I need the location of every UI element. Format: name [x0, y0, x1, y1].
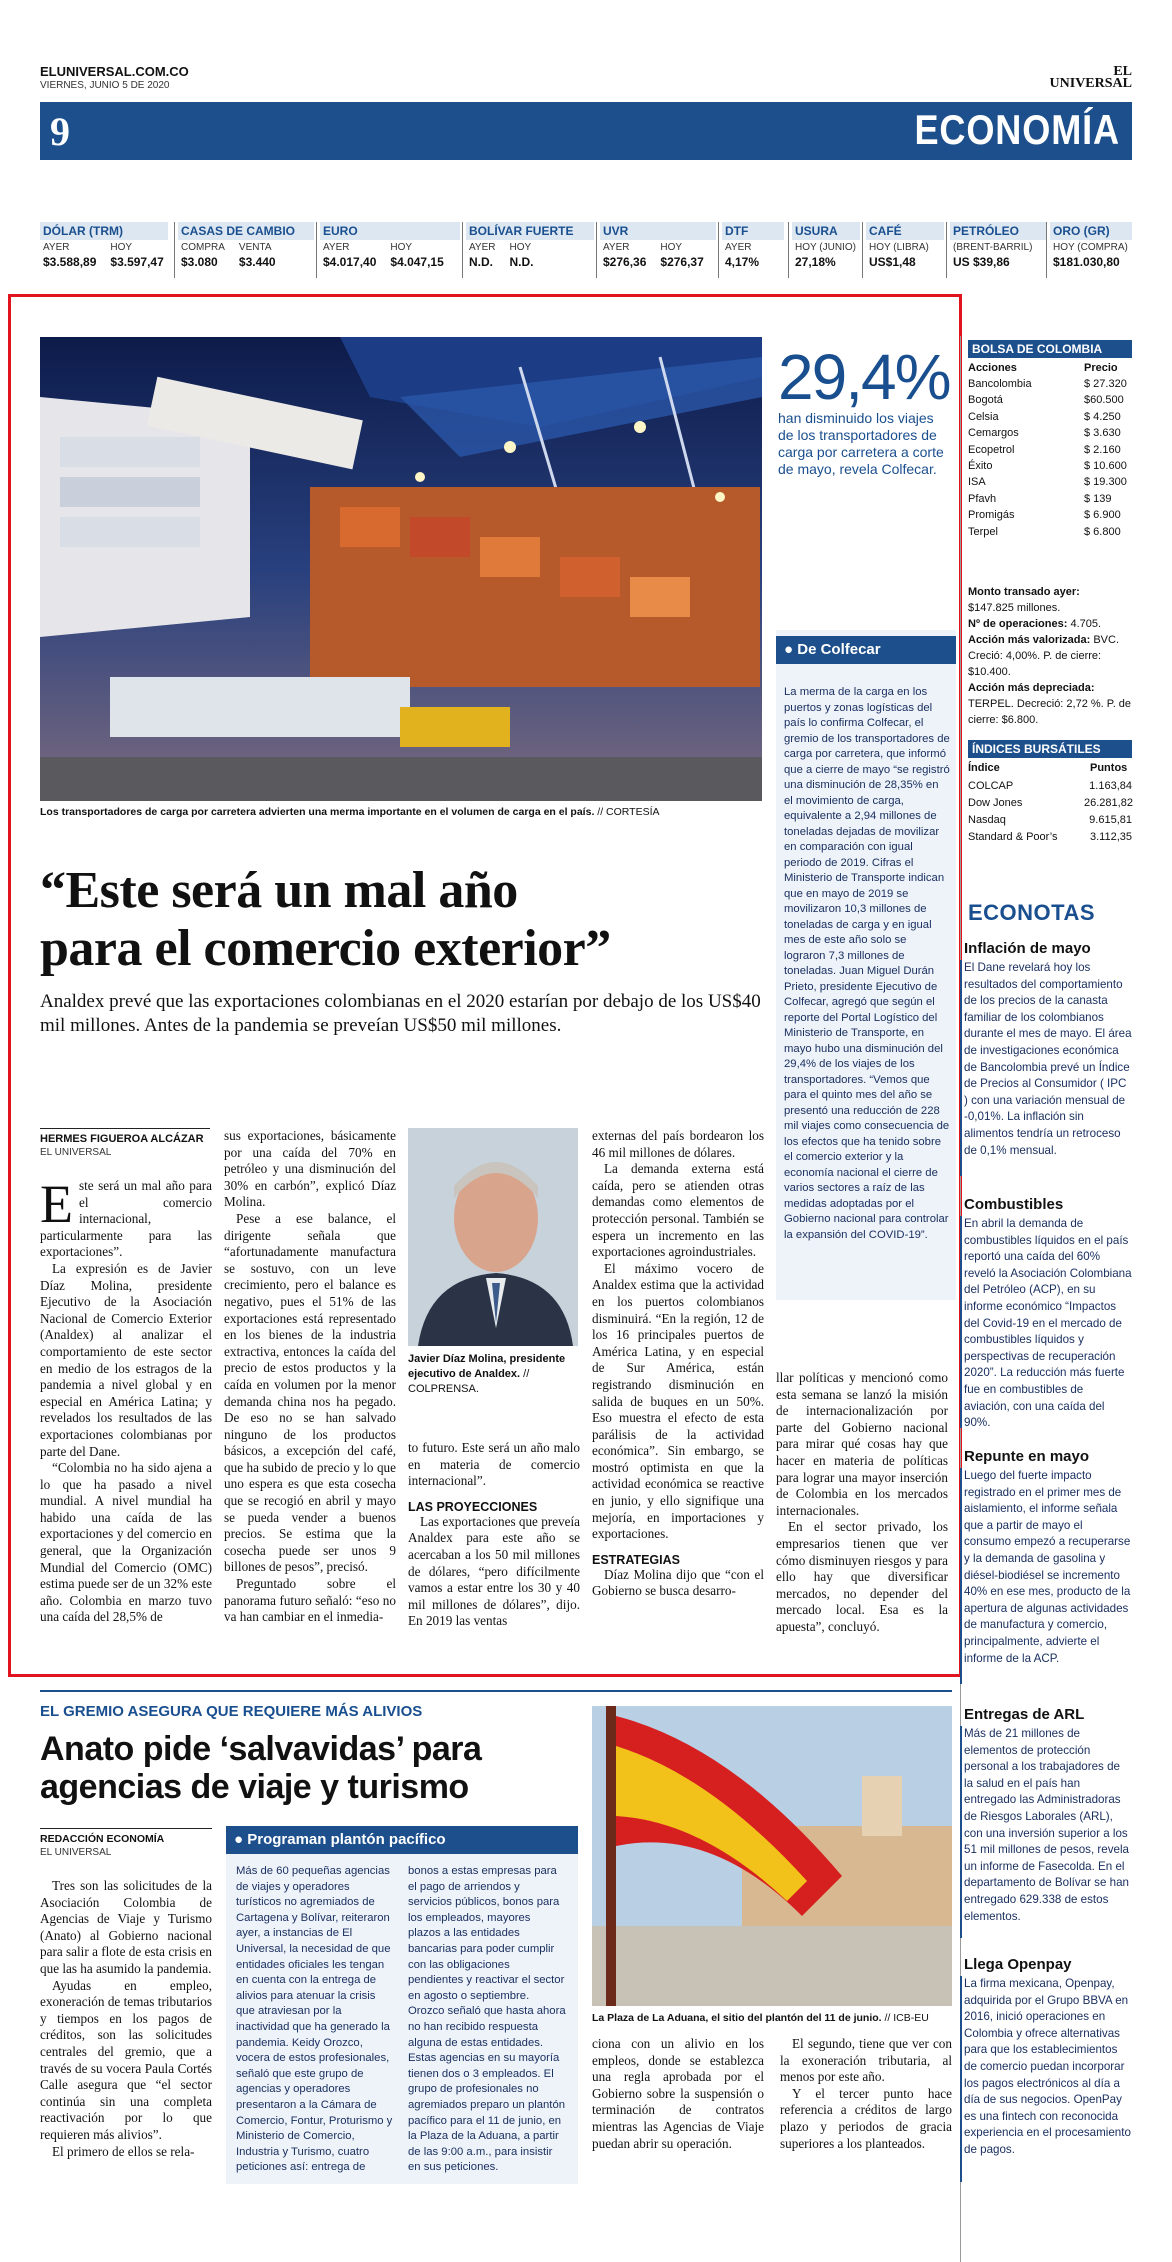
paragraph: Pese a ese balance, el dirigente señala que “afortunadamente manufactura se sostuvo, con un leve crecimiento, pero el balance es negativo, pues el 51% de las exportaciones está representado en los bienes de la industria extractiva, entonces la caída del precio de estos productos y la caída en volumen por la menor demanda china nos ha pegado. De eso no se han salvado ninguno de los productos básicos, a excepción del café, que ha subido de precio y lo que uno espera es que esta cosecha que se recogió en abril y mayo se pueda vender a buenos precios. Se estima que la cosecha puede ser unos 9 billones de pesos”, precisó. [224, 1210, 396, 1575]
indicator-value: $4.017,40 [323, 255, 377, 269]
article2-headline-line-1: Anato pide ‘salvavidas’ para [40, 1730, 482, 1768]
index-name: Nasdaq [968, 814, 1006, 826]
note-title: Combustibles [964, 1196, 1064, 1213]
indicator-3 [466, 222, 594, 269]
article2-column-3 [592, 2036, 764, 2152]
article-separator [40, 1690, 952, 1692]
column-4 [592, 1128, 764, 1600]
stock-name: ISA [968, 476, 986, 489]
photo2-credit: // ICB-EU [884, 2012, 929, 2024]
stock-name: Terpel [968, 525, 998, 538]
indicator-divider [946, 222, 947, 278]
colfecar-box-title-text: De Colfecar [797, 641, 881, 658]
index-points: 9.615,81 [1089, 814, 1132, 826]
note-body: El Dane revelará hoy los resultados del comportamiento de los precios de la canasta familiar de los colombianos durante el mes de mayo. El área de investigaciones económica de Bancolombia prevé un Índice de Precios al Consumidor ( IPC ) con una variación mensual de -0,01%. La inflación sin alimentos tendría un retroceso de 0,1% mensual. [964, 961, 1132, 1157]
indicator-value: $3.440 [238, 255, 276, 269]
indicator-cell [239, 242, 276, 269]
indicator-7 [866, 222, 944, 269]
lead-paragraph: ste será un mal año para el comercio internacional, particularmente para las exportaciones”. [40, 1178, 212, 1260]
valorizada-value: BVC. Creció: 4,00%. P. de cierre: $10.400. [968, 634, 1120, 678]
index-points: 1.163,84 [1089, 780, 1132, 792]
indicator-title: DTF [722, 222, 784, 240]
indicator-values [792, 240, 860, 269]
ops-label: Nº de operaciones: [968, 618, 1068, 630]
paragraph: llar políticas y mencionó como esta semana se lanzó la misión de internacionalización por parte del Gobierno nacional para mirar qué cosas hay que hacer en materia de políticas para lograr una mayor inserción de Colombia en los mercados internacionales. [776, 1370, 948, 1518]
indicator-label: HOY (LIBRA) [869, 242, 929, 253]
ops-value: 4.705. [1070, 618, 1102, 630]
indicator-divider [788, 222, 789, 278]
stock-price: $ 27.320 [1084, 378, 1127, 390]
planton-box-title [226, 1826, 578, 1854]
subsection-heading: LAS PROYECCIONES [408, 1499, 538, 1514]
note-accent-line [960, 1468, 962, 1684]
byline-name: HERMES FIGUEROA ALCÁZAR [40, 1133, 204, 1145]
headline-line-1: “Este será un mal año [40, 862, 518, 919]
indicator-divider [718, 222, 719, 278]
section-title: ECONOMÍA [914, 106, 1120, 153]
stock-name: Pfavh [968, 492, 997, 505]
indicator-value: N.D. [469, 255, 493, 269]
port-cargo-photo [40, 337, 762, 801]
indicator-title: BOLÍVAR FUERTE [466, 222, 594, 240]
article2-column-1 [40, 1878, 212, 2160]
stock-name: Celsia [968, 410, 999, 423]
indicator-cell [43, 242, 96, 269]
note-accent-line [960, 1216, 962, 1428]
plaza-aduana-photo [592, 1706, 952, 2006]
stock-price: $ 19.300 [1084, 476, 1127, 489]
article2-kicker: EL GREMIO ASEGURA QUE REQUIERE MÁS ALIVIOS [40, 1703, 423, 1720]
paragraph: ciona con un alivio en los empleos, donde se establezca una regla aprobada por el Gobierno sobre la suspensión o terminación de contratos mientras las Agencias de Viaje puedan abrir su operación. [592, 2036, 764, 2151]
indicator-cell [510, 242, 534, 269]
note-accent-line [960, 1976, 962, 2182]
paragraph: La demanda externa está caída, pero se atienden otras demandas como elementos de protección personal. También se espera un incremento en las exportaciones agroindustriales. [592, 1161, 764, 1260]
indices-col-index: Índice [968, 762, 1000, 774]
planton-box-col-1: Más de 60 pequeñas agencias de viajes y operadores turísticos no agremiados de Cartagena y Bolívar, reiteraron ayer, a instancias de El Universal, la necesidad de que entidades oficiales les tengan en cuenta con la entrega de alivios para atenuar la crisis que atraviesan por la inactividad que ha generado la pandemia. Keidy Orozco, vocera de estos profesionales, señaló que este grupo de agencias y operadores presentaron a la Cámara de Comercio, Fontur, Proturismo y Ministerio de Comercio, Industria y Turismo, cuatro peticiones así: entrega de [236, 1865, 393, 2174]
note-body: Más de 21 millones de elementos de protección personal a los trabajadores de la salud en el país han entregado las Administradoras de Riesgos Laborales (ARL), con una inversión superior a los 51 mil millones de pesos, revela un informe de Fasecolda. En el departamento de Bolívar se han entregado 629.338 de estos elementos. [964, 1727, 1129, 1923]
paragraph: Preguntado sobre el panorama futuro señaló: “eso no va han cambiar en el inmedia- [224, 1576, 396, 1625]
indicator-values [1050, 240, 1132, 269]
indicator-divider [174, 222, 175, 278]
indicator-cell [725, 242, 759, 269]
indicator-values [600, 240, 716, 269]
stock-price: $ 6.800 [1084, 525, 1121, 538]
subsection-heading: ESTRATEGIAS [592, 1552, 680, 1567]
stock-price: $ 2.160 [1084, 443, 1121, 456]
indicator-label: AYER [43, 242, 70, 253]
valorizada-row [968, 632, 1132, 680]
ops-row [968, 616, 1132, 632]
stat-description: han disminuido los viajes de los transportadores de carga por carretera a corte de mayo, revela Colfecar. [778, 410, 944, 477]
note-body: En abril la demanda de combustibles líquidos en el país reportó una caída del 60% reveló la Asociación Colombiana del Petróleo (ACP), en su informe económico “Impactos del Covid-19 en el mercado de combustibles líquidos y perspectivas de recuperación 2020”. La reducción más fuerte fue en combustibles de aviación, con una caída del 90%. [964, 1217, 1132, 1430]
paragraph: sus exportaciones, básicamente por una caída del 70% en petróleo y una disminución del 30% en carbón”, explicó Díaz Molina. [224, 1128, 396, 1210]
index-points: 26.281,82 [1084, 797, 1133, 809]
note-body: Luego del fuerte impacto registrado en el primer mes de aislamiento, el informe señala que a partir de mayo el consumo empezó a recuperarse y la demanda de gasolina y diésel-biodiésel se incremento 40% en ese mes, producto de la apertura de algunas actividades de manufactura y comercio, principalmente, advierte el informe de la ACP. [964, 1469, 1131, 1665]
note-title: Entregas de ARL [964, 1706, 1085, 1723]
indicator-label: COMPRA [181, 242, 225, 253]
indicator-value: US$1,48 [869, 255, 916, 269]
paragraph: to futuro. Este será un año malo en materia de comercio internacional”. [408, 1440, 580, 1489]
indicator-values [950, 240, 1046, 269]
paragraph: El máximo vocero de Analdex estima que la actividad en los puertos colombianos disminuirá. “En la región, 12 de los 16 principales puertos de América Latina, y en especial de Sur América, están registrando disminución en salida de buques en un 50%. Eso muestra el efecto de esta parálisis de la actividad económica”. Sin embargo, se mostró optimista en que la actividad económica se reactive en junio, y ello signifique una mejoría, en importaciones y exportaciones. [592, 1260, 764, 1542]
indicator-cell [660, 242, 703, 269]
bolsa-col-price: Precio [1084, 362, 1118, 374]
indicator-title: UVR [600, 222, 716, 240]
indicator-value: $4.047,15 [390, 255, 444, 269]
indicator-values [866, 240, 944, 269]
indicator-value: US $39,86 [953, 255, 1010, 269]
indicator-8 [950, 222, 1046, 269]
photo-caption [40, 806, 770, 818]
index-name: COLCAP [968, 780, 1014, 792]
portrait-caption-text: Javier Díaz Molina, presidente ejecutivo de Analdex. [408, 1353, 566, 1380]
paragraph: “Colombia no ha sido ajena a lo que ha pasado a nivel mundial. A nivel mundial ha habido una caída de las exportaciones y del comercio en general, que la Organización Mundial del Comercio (OMC) estima puede ser de un 32% este año. Colombia en marzo tuvo una caída del 28,5% de [40, 1460, 212, 1625]
indicator-5 [722, 222, 784, 269]
drop-cap: E [40, 1174, 73, 1234]
logo-line-1: EL [1113, 64, 1132, 79]
econotas-title: ECONOTAS [968, 900, 1096, 925]
indicator-cell [469, 242, 496, 269]
photo-credit: // CORTESÍA [597, 806, 660, 818]
indicator-label: AYER [603, 242, 630, 253]
planton-box-col-2: bonos a estas empresas para el pago de arriendos y servicios públicos, bonos para los empleados, mayores plazos a las entidades bancarias para poder cumplir con las obligaciones pendientes y reactivar el sector en agosto o septiembre. Orozco señaló que hasta ahora no han recibido respuesta alguna de estas entidades. Estas agencias en su mayoría tienen dos o 3 empleados. El grupo de profesionales no agremiados preparo un plantón pacífico para el 11 de junio, en la Plaza de la Aduana, a partir de las 9:00 a.m., para insistir en sus peticiones. [408, 1865, 566, 2174]
indicator-value: $3.588,89 [43, 255, 97, 269]
issue-date: VIERNES, JUNIO 5 DE 2020 [40, 80, 170, 91]
indicator-cell [953, 242, 1032, 269]
monto-label: Monto transado ayer: [968, 586, 1080, 598]
monto-value: $147.825 millones. [968, 602, 1061, 614]
column-5 [776, 1370, 948, 1636]
photo2-caption [592, 2012, 962, 2024]
indicator-value: $3.597,47 [110, 255, 164, 269]
indicator-divider [862, 222, 863, 278]
article2-headline [40, 1730, 600, 1806]
stat-value: 29,4% [778, 341, 950, 413]
indicator-title: DÓLAR (TRM) [40, 222, 168, 240]
indicator-4 [600, 222, 716, 269]
indicator-value: $276,37 [660, 255, 704, 269]
indices-title: ÍNDICES BURSÁTILES [968, 740, 1132, 758]
indicator-label: AYER [725, 242, 752, 253]
stock-price: $ 10.600 [1084, 460, 1127, 472]
indicator-9 [1050, 222, 1132, 269]
paragraph: externas del país bordearon los 46 mil millones de dólares. [592, 1128, 764, 1160]
indicator-label: VENTA [238, 242, 272, 253]
note-title: Inflación de mayo [964, 940, 1091, 957]
bullet-icon: ● [784, 641, 794, 658]
note-body: La firma mexicana, Openpay, adquirida por el Grupo BBVA en 2016, inició operaciones en Colombia y ofrece alternativas para que los establecimientos de comercio puedan incorporar los pagos electrónicos al día a día de sus negocios. OpenPay es una fintech con reconocida experiencia en el procesamiento de pagos. [964, 1977, 1131, 2156]
stock-name: Bancolombia [968, 378, 1032, 390]
indicator-label: (BRENT-BARRIL) [953, 242, 1033, 253]
column-1 [40, 1174, 212, 1626]
photo-caption-text: Los transportadores de carga por carretera advierten una merma importante en el volumen de carga en el país. [40, 806, 595, 818]
indicator-title: PETRÓLEO [950, 222, 1046, 240]
note-title: Repunte en mayo [964, 1448, 1090, 1465]
indicator-title: USURA [792, 222, 860, 240]
indicator-value: $3.080 [181, 255, 218, 269]
indicator-cell [110, 242, 163, 269]
bolsa-summary [968, 584, 1132, 728]
indicator-title: CASAS DE CAMBIO [178, 222, 314, 240]
portrait-credit: // COLPRENSA. [408, 1368, 530, 1395]
indicator-title: CAFÉ [866, 222, 944, 240]
indicator-cell [1053, 242, 1128, 269]
stock-name: Promigás [968, 509, 1015, 522]
paragraph: Díaz Molina dijo que “con el Gobierno se busca desarro- [592, 1566, 764, 1599]
indicator-0 [40, 222, 168, 269]
bolsa-title: BOLSA DE COLOMBIA [968, 340, 1132, 358]
site-url[interactable]: ELUNIVERSAL.COM.CO [40, 64, 189, 79]
stock-price: $ 3.630 [1084, 427, 1121, 440]
depreciada-label: Acción más depreciada: [968, 682, 1095, 694]
indicator-cell [869, 242, 929, 269]
article2-byline-name: REDACCIÓN ECONOMÍA [40, 1833, 165, 1845]
indicator-values [40, 240, 168, 269]
indicator-label: HOY (COMPRA) [1053, 242, 1128, 253]
subheadline: Analdex prevé que las exportaciones colombianas en el 2020 estarían por debajo de los US$40 mil millones. Antes de la pandemia se preveían US$50 mil millones. [40, 991, 761, 1036]
indicator-values [178, 240, 314, 269]
paragraph: Las exportaciones que preveía Analdex para este año se acercaban a los 50 mil millones de dólares, “pero difícilmente vamos a estar entre los 30 y 40 mil millones de dólares”, dijo. En 2019 las ventas [408, 1513, 581, 1629]
logo-line-2: UNIVERSAL [1049, 76, 1132, 91]
paragraph: Tres son las solicitudes de la Asociación Colombia de Agencias de Viaje y Turismo (Anato) al Gobierno nacional para salir a flote de esta crisis en que las ha asumido la pandemia. [40, 1878, 212, 1976]
stock-name: Bogotá [968, 394, 1003, 407]
article2-byline-org: EL UNIVERSAL [40, 1847, 112, 1858]
indicator-divider [462, 222, 463, 278]
indicator-values [466, 240, 594, 269]
stock-name: Cemargos [968, 427, 1019, 440]
indicator-divider [596, 222, 597, 278]
portrait-caption [408, 1352, 580, 1397]
column-2 [224, 1128, 396, 1626]
indicator-value: $181.030,80 [1053, 255, 1120, 269]
byline-rule [40, 1828, 212, 1829]
index-points: 3.112,35 [1089, 831, 1132, 843]
main-headline [40, 862, 780, 978]
paragraph: El primero de ellos se rela- [52, 2143, 195, 2159]
portrait-photo [408, 1128, 578, 1346]
indicator-cell [390, 242, 443, 269]
indicator-label: HOY [509, 242, 532, 253]
depreciada-value: TERPEL. Decreció: 2,72 %. P. de cierre: $6.800. [968, 698, 1132, 726]
article2-headline-line-2: agencias de viaje y turismo [40, 1768, 469, 1806]
note-accent-line [960, 960, 962, 1176]
article2-column-4 [780, 2036, 952, 2152]
byline-org: EL UNIVERSAL [40, 1147, 112, 1158]
paragraph: Ayudas en empleo, exoneración de temas tributarios y tiempos en los pagos de créditos, son las solicitudes centrales del gremio, que a través de su vocera Paula Cortés Calle asegura que “el sector continúa sin una completa reactivación por lo que requieren más alivios”. [40, 1977, 212, 2142]
stock-price: $ 6.900 [1084, 509, 1121, 522]
headline-line-2: para el comercio exterior” [40, 920, 611, 977]
indicator-title: ORO (GR) [1050, 222, 1132, 240]
indicator-cell [603, 242, 646, 269]
indicator-label: AYER [323, 242, 350, 253]
indicator-values [722, 240, 784, 269]
indicator-label: HOY (JUNIO) [795, 242, 856, 253]
byline-rule [40, 1128, 210, 1129]
economic-indicators [40, 222, 1132, 282]
planton-box [226, 1854, 578, 2184]
newspaper-logo [1050, 66, 1132, 90]
indicator-6 [792, 222, 860, 269]
stock-name: Éxito [968, 460, 993, 472]
plaza-illustration [592, 1706, 952, 2006]
stock-price: $ 139 [1084, 492, 1112, 505]
indicator-divider [316, 222, 317, 278]
colfecar-box-title [776, 636, 956, 664]
bullet-icon: ● [234, 1831, 244, 1848]
indicator-label: HOY [660, 242, 683, 253]
column-3 [408, 1440, 580, 1630]
bolsa-col-action: Acciones [968, 362, 1017, 374]
page-number: 9 [50, 109, 70, 154]
indicator-1 [178, 222, 314, 269]
indicator-value: N.D. [509, 255, 534, 269]
indicator-value: $276,36 [603, 255, 647, 269]
photo2-caption-text: La Plaza de La Aduana, el sitio del plantón del 11 de junio. [592, 2012, 882, 2024]
monto-row [968, 584, 1132, 616]
indicator-label: HOY [110, 242, 133, 253]
port-illustration [40, 337, 762, 801]
indicator-value: 4,17% [725, 255, 760, 269]
stock-price: $ 4.250 [1084, 410, 1121, 423]
stock-price: $60.500 [1084, 394, 1124, 407]
indicator-2 [320, 222, 460, 269]
indicator-label: AYER [469, 242, 496, 253]
portrait-illustration [408, 1128, 578, 1346]
note-title: Llega Openpay [964, 1956, 1072, 1973]
paragraph: En el sector privado, los empresarios tienen que ver cómo disminuyen riesgos y para ello hay que diversificar mercados, no depender del mercado local. Esa es la apuesta”, concluyó. [776, 1519, 948, 1634]
indicator-cell [795, 242, 856, 269]
paragraph: La expresión es de Javier Díaz Molina, presidente Ejecutivo de la Asociación Nacional de Comercio Exterior (Analdex) al analizar el comportamiento de este sector en medio de los estragos de la pandemia a nivel global y en especial en América Latina; y revelados los resultados de las exportaciones colombianas por parte del Dane. [40, 1260, 212, 1459]
colfecar-box-text: La merma de la carga en los puertos y zonas logísticas del país lo confirma Colfecar, el gremio de los transportadores de carga por carretera, que informó que a cierre de mayo “se registró una disminución de 28,35% en el movimiento de carga, equivalente a 2,94 millones de toneladas dejadas de movilizar en comparación con igual periodo de 2019. Cifras el Ministerio de Transporte indican que en mayo de 2019 se movilizaron 10,3 millones de toneladas de carga y en igual mes de este año solo se lograron 7,3 millones de toneladas. Juan Miguel Durán Prieto, presidente Ejecutivo de Colfecar, agregó que según el reporte del Portal Logístico del Ministerio de Transporte, en mayo hubo una disminución del 29,4% de los viajes de los transportadores. “Vemos que para el quinto mes del año se presentó una reducción de 228 mil viajes como consecuencia de los efectos que ha tenido sobre el comercio exterior y la economía nacional el cierre de varios sectores a raíz de las medidas adoptadas por el Gobierno nacional para controlar la expansión del COVID-19”. [784, 686, 950, 1241]
indicator-title: EURO [320, 222, 460, 240]
paragraph: Y el tercer punto hace referencia a créditos de largo plazo y periodos de gracia superiores a los planteados. [780, 2085, 952, 2151]
valorizada-label: Acción más valorizada: [968, 634, 1091, 646]
indicator-label: HOY [390, 242, 413, 253]
indicator-cell [181, 242, 225, 269]
depreciada-row [968, 680, 1132, 728]
note-accent-line [960, 1726, 962, 1938]
indicator-divider [1046, 222, 1047, 278]
paragraph: El segundo, tiene que ver con la exoneración tributaria, al menos por este año. [780, 2036, 952, 2085]
planton-box-title-text: Programan plantón pacífico [247, 1831, 446, 1848]
index-name: Standard & Poor’s [968, 831, 1058, 843]
indicator-cell [323, 242, 376, 269]
stock-name: Ecopetrol [968, 443, 1015, 456]
indicator-values [320, 240, 460, 269]
indicator-value: 27,18% [795, 255, 836, 269]
indices-col-points: Puntos [1090, 762, 1128, 774]
index-name: Dow Jones [968, 797, 1023, 809]
